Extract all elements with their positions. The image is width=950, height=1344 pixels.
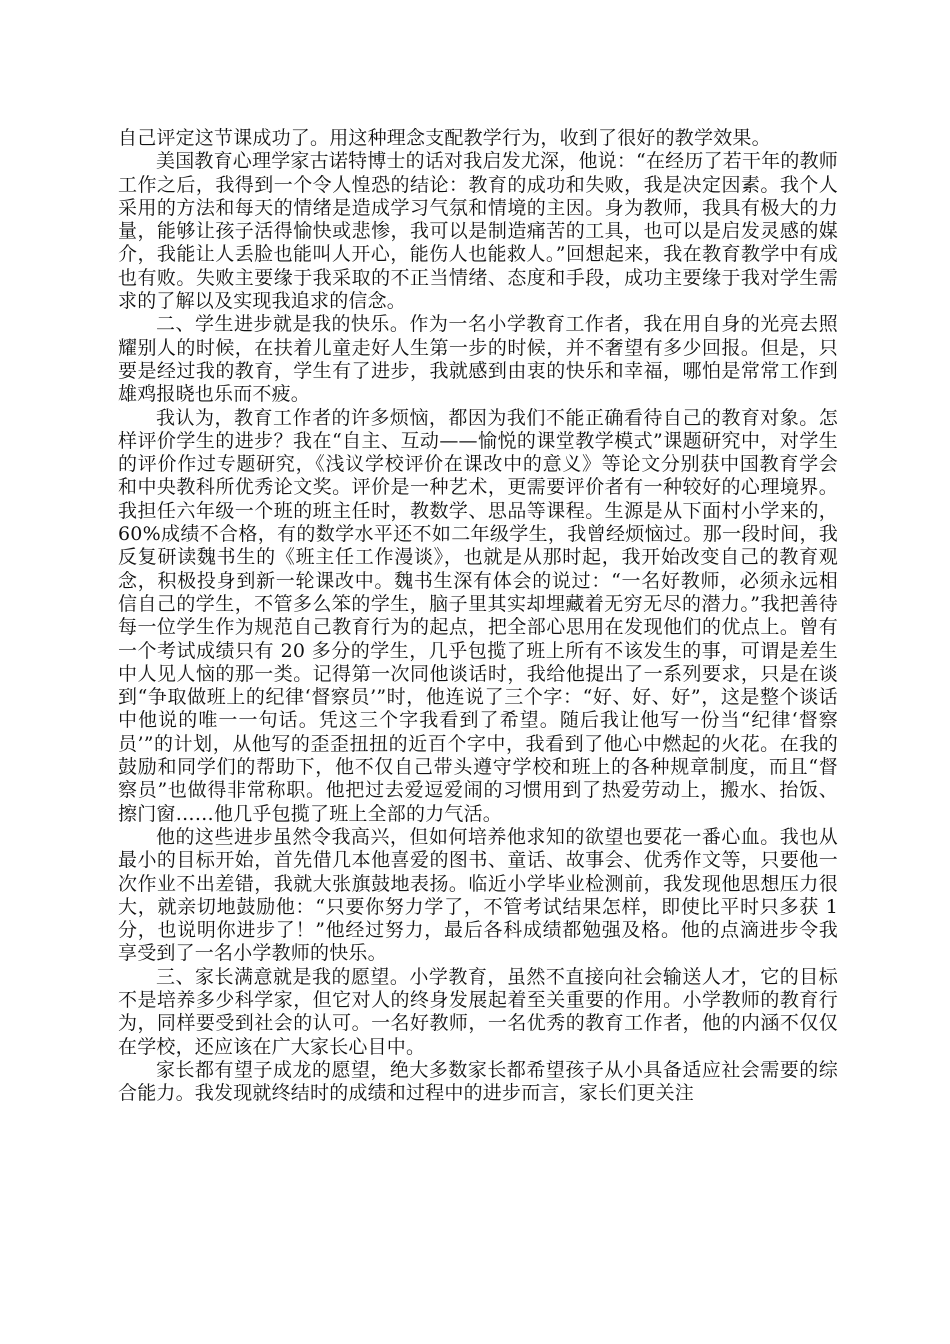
paragraph-section-three-heading: 三、家长满意就是我的愿望。小学教育，虽然不直接向社会输送人才，它的目标不是培养多少科学家，但它对人的终身发展起着至关重要的作用。小学教师的教育行为，同样要受到社会的认可。一名好教师，一名优秀的教育工作者，他的内涵不仅仅在学校，还应该在广大家长心目中。 xyxy=(118,965,838,1058)
paragraph-parents: 家长都有望子成龙的愿望，绝大多数家长都希望孩子从小具备适应社会需要的综合能力。我发现就终结时的成绩和过程中的进步而言，家长们更关注 xyxy=(118,1058,838,1105)
paragraph-quote-ginott: 美国教育心理学家古诺特博士的话对我启发尤深，他说：“在经历了若干年的教师工作之后，我得到一个令人惶恐的结论：教育的成功和失败，我是决定因素。我个人采用的方法和每天的情绪是造成学习气氛和情境的主因。身为教师，我具有极大的力量，能够让孩子活得愉快或悲惨，我可以是制造痛苦的工具，也可以是启发灵感的媒介，我能让人丢脸也能叫人开心，能伤人也能救人。”回想起来，我在教育教学中有成也有败。失败主要缘于我采取的不正当情绪、态度和手段，成功主要缘于我对学生需求的了解以及实现我追求的信念。 xyxy=(118,150,838,313)
document-page xyxy=(118,127,838,1105)
paragraph-student-progress: 他的这些进步虽然令我高兴，但如何培养他求知的欲望也要花一番心血。我也从最小的目标开始，首先借几本他喜爱的图书、童话、故事会、优秀作文等，只要他一次作业不出差错，我就大张旗鼓地表扬。临近小学毕业检测前，我发现他思想压力很大，就亲切地鼓励他：“只要你努力学了，不管考试结果怎样，即使比平时只多获 1 分，也说明你进步了！”他经过努力，最后各科成绩都勉强及格。他的点滴进步令我享受到了一名小学教师的快乐。 xyxy=(118,825,838,965)
paragraph-continued: 自己评定这节课成功了。用这种理念支配教学行为，收到了很好的教学效果。 xyxy=(118,127,771,149)
paragraph-section-two-heading: 二、学生进步就是我的快乐。作为一名小学教育工作者，我在用自身的光亮去照耀别人的时候，在扶着儿童走好人生第一步的时候，并不奢望有多少回报。但是，只要是经过我的教育，学生有了进步，我就感到由衷的快乐和幸福，哪怕是常常工作到雄鸡报晓也乐而不疲。 xyxy=(118,313,838,406)
paragraph-student-evaluation: 我认为，教育工作者的许多烦恼，都因为我们不能正确看待自己的教育对象。怎样评价学生的进步？我在“自主、互动——愉悦的课堂教学模式”课题研究中，对学生的评价作过专题研究，《浅议学校评价在课改中的意义》等论文分别获中国教育学会和中央教科所优秀论文奖。评价是一种艺术，更需要评价者有一种较好的心理境界。我担任六年级一个班的班主任时，教数学、思品等课程。生源是从下面村小学来的，60%成绩不合格，有的数学水平还不如二年级学生，我曾经烦恼过。那一段时间，我反复研读魏书生的《班主任工作漫谈》，也就是从那时起，我开始改变自己的教育观念，积极投身到新一轮课改中。魏书生深有体会的说过：“一名好教师，必须永远相信自己的学生，不管多么笨的学生，脑子里其实却埋藏着无穷无尽的潜力。”我把善待每一位学生作为规范自己教育行为的起点，把全部心思用在发现他们的优点上。曾有一个考试成绩只有 20 多分的学生，几乎包揽了班上所有不该发生的事，可谓是差生中人见人恼的那一类。记得第一次同他谈话时，我给他提出了一系列要求，只是在谈到“争取做班上的纪律‘督察员’”时，他连说了三个字：“好、好、好”，这是整个谈话中他说的唯一一句话。凭这三个字我看到了希望。随后我让他写一份当“纪律‘督察员’”的计划，从他写的歪歪扭扭的近百个字中，我看到了他心中燃起的火花。在我的鼓励和同学们的帮助下，他不仅自己带头遵守学校和班上的各种规章制度，而且“督察员”也做得非常称职。他把过去爱逗爱闹的习惯用到了热爱劳动上，搬水、抬饭、擦门窗……他几乎包揽了班上全部的力气活。 xyxy=(118,406,838,825)
